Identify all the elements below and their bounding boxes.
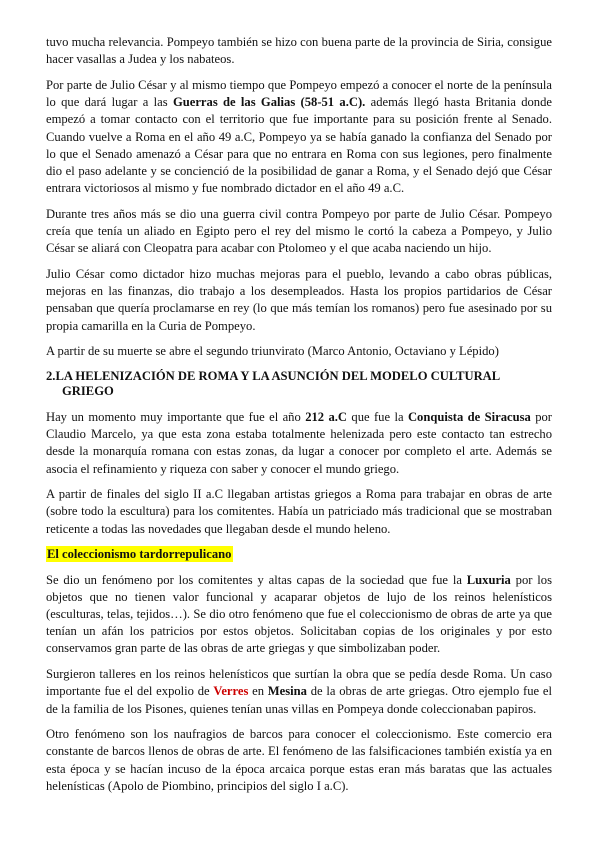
- paragraph-dictador: Julio César como dictador hizo muchas mejoras para el pueblo, levando a cabo obras públicas, mejoras en las finanzas, dio trabajo a los desempleados. Hasta los propios partidarios de César pensaban que quería proclamarse en rey (lo que más temían los romanos) pero fue asesinado por su propia camarilla en la Curia de Pompeyo.: [46, 266, 552, 333]
- subheading-coleccionismo: [46, 546, 552, 563]
- red-verres: Verres: [213, 684, 249, 699]
- bold-conquista-siracusa: Conquista de Siracusa: [407, 409, 531, 424]
- paragraph-siracusa: Hay un momento muy importante que fue el año 212 a.C que fue la Conquista de Siracusa por Claudio Marcelo, ya que esta zona estaba totalmente helenizada pero este contacto tan estrecho desde la monarquía romana con estas zonas, da lugar a conocer por completo el arte. Además se asocia el refinamiento y riqueza con saber y conocer el mundo griego.: [46, 409, 552, 476]
- bold-mesina: Mesina: [267, 684, 307, 699]
- paragraph-luxuria: Se dio un fenómeno por los comitentes y altas capas de la sociedad que fue la Luxuria por los objetos que no tienen valor funcional y acaparar objetos de lujo de los reinos helenísticos (esculturas, telas, tejidos…). Se dio otro fenómeno que fue el coleccionismo de obras de arte ya que tenían un afán los patricios por estos objetos. Solicitaban copias de los originales y por esto conservamos gran parte de las obras de arte griegas y que simbolizaban poder.: [46, 572, 552, 656]
- paragraph-artistas-griegos: A partir de finales del siglo II a.C llegaban artistas griegos a Roma para trabajar en obras de arte (sobre todo la escultura) para los comitentes. Había un patriciado más tradicional que se mostraban reticente a todas las novedades que llegaban desde el mundo heleno.: [46, 487, 552, 536]
- section-heading-helenizacion: 2.LA HELENIZACIÓN DE ROMA Y LA ASUNCIÓN DEL MODELO CULTURAL GRIEGO: [46, 368, 500, 399]
- paragraph-talleres-verres: Surgieron talleres en los reinos helenísticos que surtían la obra que se pedía desde Roma. Un caso importante fue el del expolio de Verres en Mesina de la obras de arte griegas. Otro ejemplo fue el de la familia de los Pisones, quienes tenían unas villas en Pompeya donde coleccionaban papiros.: [46, 667, 552, 716]
- bold-212-ac: 212 a.C: [305, 409, 348, 424]
- paragraph-julio-cesar-galias: Por parte de Julio César y al mismo tiempo que Pompeyo empezó a conocer el norte de la península lo que dará lugar a las Guerras de las Galias (58-51 a.C). además llegó hasta Britania donde empezó a tomar contacto con el territorio que fue importante para su posición frente al Senado. Cuando vuelve a Roma en el año 49 a.C, Pompeyo ya se había ganado la confianza del Senado por lo que el Senado amenazó a César para que no entrara en Roma con sus legiones, pero finalmente dio el paso adelante y se concienció de la posibilidad de ganar a Roma, y el Senado dejó que César entrara victoriosos al mismo y fue nombrado dictador en el año 49 a.C.: [46, 77, 552, 196]
- bold-guerras-galias: Guerras de las Galias (58-51 a.C).: [172, 95, 366, 110]
- paragraph-naufragios: Otro fenómeno son los naufragios de barcos para conocer el coleccionismo. Este comercio era constante de barcos llenos de obras de arte. El fenómeno de las falsificaciones también existía ya en esta época y se hacían incuso de la época arcaica porque estas eran más baratas que las actuales helenísticas (Apolo de Piombino, principios del siglo I a.C).: [46, 727, 552, 793]
- highlighted-subheading-text: El coleccionismo tardorrepulicano: [47, 547, 232, 562]
- bold-luxuria: Luxuria: [466, 572, 511, 587]
- paragraph-triunvirato: A partir de su muerte se abre el segundo triunvirato (Marco Antonio, Octaviano y Lépido): [46, 344, 499, 359]
- paragraph-guerra-civil: Durante tres años más se dio una guerra civil contra Pompeyo por parte de Julio César. Pompeyo creía que tenía un aliado en Egipto pero el rey del mismo le cortó la cabeza a Pompeyo, y Julio César se aliará con Cleopatra para acabar con Ptolomeo y el que acaba naciendo un hijo.: [46, 206, 552, 256]
- document-body: [46, 34, 552, 804]
- paragraph-pompeyo-siria: tuvo mucha relevancia. Pompeyo también se hizo con buena parte de la provincia de Siria, consigue hacer vasallas a Judea y los nabateos.: [46, 35, 552, 67]
